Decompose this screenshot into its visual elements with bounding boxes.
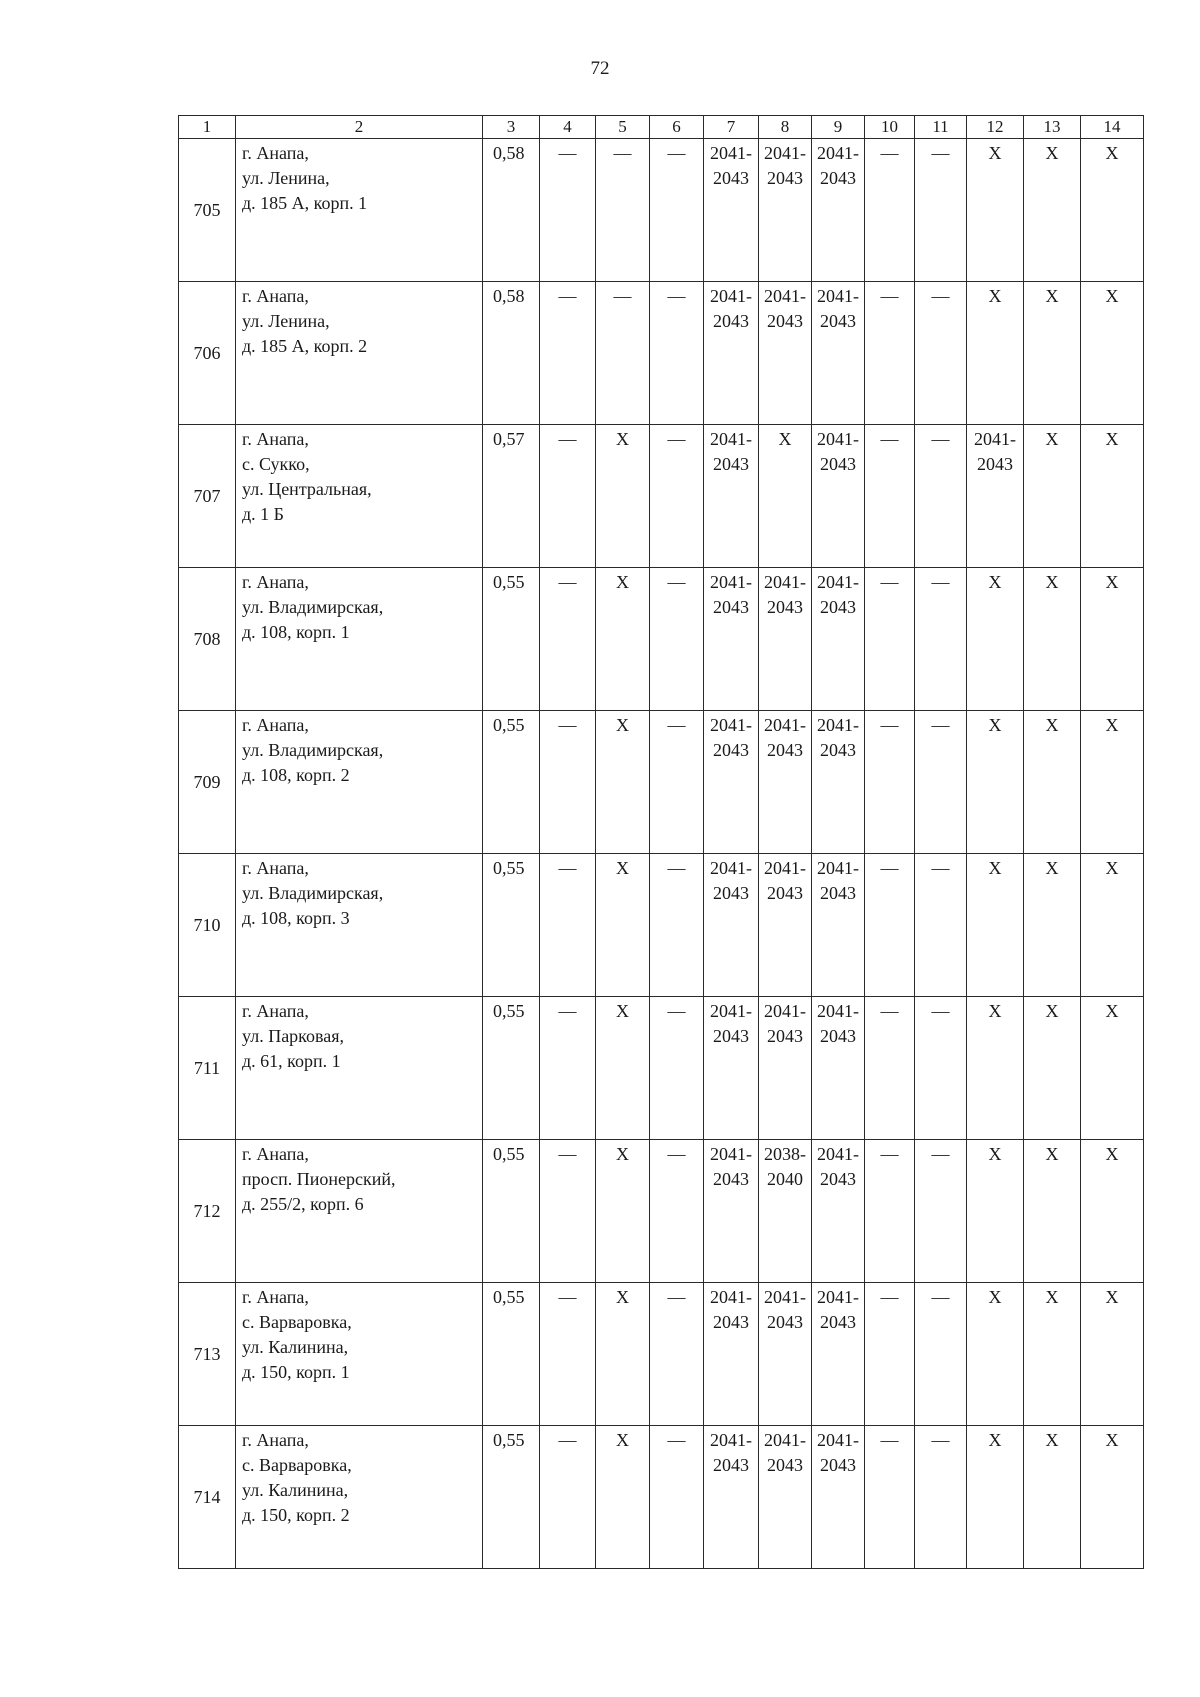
period-line: 2041- bbox=[764, 858, 806, 878]
address-cell bbox=[236, 711, 483, 854]
address-line: с. Варваровка, bbox=[242, 1312, 352, 1332]
page-number: 72 bbox=[590, 58, 610, 79]
value-cell: 0,55 bbox=[483, 997, 540, 1140]
col-header-2: 2 bbox=[236, 116, 483, 139]
cell-c6: — bbox=[650, 1140, 704, 1283]
period-line: 2041- bbox=[817, 1287, 859, 1307]
period-line: 2043 bbox=[767, 311, 803, 331]
period-line: 2041- bbox=[817, 715, 859, 735]
period-line: 2043 bbox=[767, 740, 803, 760]
cell-c10: — bbox=[865, 1426, 915, 1569]
cell-c10: — bbox=[865, 1283, 915, 1426]
col-header-5: 5 bbox=[596, 116, 650, 139]
period-cell-c7 bbox=[704, 1140, 759, 1283]
period-cell-c12 bbox=[967, 997, 1024, 1140]
row-number: 707 bbox=[179, 425, 236, 568]
period-cell-c9 bbox=[812, 1426, 865, 1569]
cell-c11: — bbox=[915, 1140, 967, 1283]
cell-c13: X bbox=[1024, 711, 1081, 854]
address-line: г. Анапа, bbox=[242, 1144, 309, 1164]
period-line: 2043 bbox=[713, 311, 749, 331]
address-cell bbox=[236, 568, 483, 711]
period-line: 2043 bbox=[820, 597, 856, 617]
period-cell-c8 bbox=[759, 425, 812, 568]
period-line: X bbox=[778, 429, 792, 449]
cell-c6: — bbox=[650, 997, 704, 1140]
period-line: X bbox=[988, 1430, 1002, 1450]
period-line: 2041- bbox=[710, 429, 752, 449]
address-line: ул. Центральная, bbox=[242, 479, 372, 499]
period-line: X bbox=[988, 286, 1002, 306]
register-table bbox=[178, 115, 1144, 1569]
cell-c6: — bbox=[650, 282, 704, 425]
period-cell-c8 bbox=[759, 568, 812, 711]
period-cell-c9 bbox=[812, 1283, 865, 1426]
period-line: 2041- bbox=[710, 286, 752, 306]
cell-c10: — bbox=[865, 711, 915, 854]
period-line: 2043 bbox=[713, 454, 749, 474]
cell-c13: X bbox=[1024, 997, 1081, 1140]
period-line: 2041- bbox=[817, 1430, 859, 1450]
address-line: д. 108, корп. 3 bbox=[242, 908, 350, 928]
address-line: д. 150, корп. 1 bbox=[242, 1362, 350, 1382]
period-line: X bbox=[988, 858, 1002, 878]
cell-c11: — bbox=[915, 139, 967, 282]
cell-c14: X bbox=[1081, 568, 1144, 711]
period-line: 2041- bbox=[817, 858, 859, 878]
col-header-9: 9 bbox=[812, 116, 865, 139]
cell-c5: X bbox=[596, 1426, 650, 1569]
period-line: 2041- bbox=[817, 429, 859, 449]
address-line: г. Анапа, bbox=[242, 858, 309, 878]
period-cell-c9 bbox=[812, 425, 865, 568]
period-line: 2043 bbox=[820, 311, 856, 331]
cell-c11: — bbox=[915, 997, 967, 1140]
cell-c14: X bbox=[1081, 1283, 1144, 1426]
address-cell bbox=[236, 139, 483, 282]
period-line: 2043 bbox=[820, 1455, 856, 1475]
address-line: д. 150, корп. 2 bbox=[242, 1505, 350, 1525]
table-row bbox=[179, 568, 1144, 711]
period-line: 2041- bbox=[710, 572, 752, 592]
period-line: 2041- bbox=[764, 1001, 806, 1021]
period-line: 2041- bbox=[710, 1287, 752, 1307]
period-line: 2041- bbox=[764, 572, 806, 592]
table-row bbox=[179, 1140, 1144, 1283]
period-line: 2041- bbox=[764, 1430, 806, 1450]
period-cell-c7 bbox=[704, 425, 759, 568]
cell-c4: — bbox=[540, 568, 596, 711]
period-line: 2043 bbox=[767, 1455, 803, 1475]
period-cell-c7 bbox=[704, 282, 759, 425]
table-row bbox=[179, 1283, 1144, 1426]
period-line: 2041- bbox=[817, 572, 859, 592]
cell-c11: — bbox=[915, 425, 967, 568]
period-cell-c9 bbox=[812, 711, 865, 854]
table-row bbox=[179, 997, 1144, 1140]
cell-c10: — bbox=[865, 997, 915, 1140]
cell-c11: — bbox=[915, 1426, 967, 1569]
address-line: ул. Владимирская, bbox=[242, 740, 384, 760]
period-line: 2041- bbox=[764, 1287, 806, 1307]
period-line: 2043 bbox=[820, 1026, 856, 1046]
cell-c5: X bbox=[596, 1283, 650, 1426]
row-number: 706 bbox=[179, 282, 236, 425]
cell-c13: X bbox=[1024, 282, 1081, 425]
table-row bbox=[179, 711, 1144, 854]
col-header-4: 4 bbox=[540, 116, 596, 139]
period-cell-c9 bbox=[812, 139, 865, 282]
period-cell-c7 bbox=[704, 997, 759, 1140]
period-line: 2041- bbox=[764, 715, 806, 735]
value-cell: 0,58 bbox=[483, 282, 540, 425]
cell-c4: — bbox=[540, 282, 596, 425]
table-row bbox=[179, 1426, 1144, 1569]
value-cell: 0,55 bbox=[483, 854, 540, 997]
cell-c10: — bbox=[865, 139, 915, 282]
address-line: ул. Калинина, bbox=[242, 1337, 349, 1357]
period-line: 2041- bbox=[817, 1144, 859, 1164]
cell-c14: X bbox=[1081, 1140, 1144, 1283]
cell-c5: — bbox=[596, 139, 650, 282]
col-header-12: 12 bbox=[967, 116, 1024, 139]
period-line: 2041- bbox=[710, 715, 752, 735]
address-line: д. 185 А, корп. 1 bbox=[242, 193, 368, 213]
address-cell bbox=[236, 997, 483, 1140]
period-line: 2043 bbox=[713, 1169, 749, 1189]
address-line: ул. Ленина, bbox=[242, 168, 330, 188]
address-line: г. Анапа, bbox=[242, 1001, 309, 1021]
period-line: 2041- bbox=[764, 143, 806, 163]
period-cell-c12 bbox=[967, 711, 1024, 854]
period-cell-c7 bbox=[704, 568, 759, 711]
col-header-1: 1 bbox=[179, 116, 236, 139]
row-number: 714 bbox=[179, 1426, 236, 1569]
period-cell-c8 bbox=[759, 1283, 812, 1426]
col-header-3: 3 bbox=[483, 116, 540, 139]
address-line: г. Анапа, bbox=[242, 1287, 309, 1307]
period-line: X bbox=[988, 572, 1002, 592]
cell-c5: X bbox=[596, 997, 650, 1140]
address-line: г. Анапа, bbox=[242, 143, 309, 163]
period-line: 2043 bbox=[820, 1312, 856, 1332]
value-cell: 0,55 bbox=[483, 711, 540, 854]
cell-c4: — bbox=[540, 1140, 596, 1283]
address-line: г. Анапа, bbox=[242, 286, 309, 306]
period-cell-c12 bbox=[967, 1283, 1024, 1426]
period-line: 2041- bbox=[710, 1144, 752, 1164]
col-header-6: 6 bbox=[650, 116, 704, 139]
period-line: 2043 bbox=[767, 883, 803, 903]
address-line: ул. Владимирская, bbox=[242, 883, 384, 903]
cell-c11: — bbox=[915, 711, 967, 854]
col-header-14: 14 bbox=[1081, 116, 1144, 139]
row-number: 705 bbox=[179, 139, 236, 282]
period-line: 2043 bbox=[820, 740, 856, 760]
value-cell: 0,55 bbox=[483, 568, 540, 711]
address-line: с. Варваровка, bbox=[242, 1455, 352, 1475]
table-body bbox=[179, 139, 1144, 1569]
cell-c11: — bbox=[915, 854, 967, 997]
address-line: г. Анапа, bbox=[242, 1430, 309, 1450]
period-line: 2043 bbox=[713, 1455, 749, 1475]
row-number: 708 bbox=[179, 568, 236, 711]
period-cell-c12 bbox=[967, 854, 1024, 997]
period-cell-c9 bbox=[812, 997, 865, 1140]
address-line: просп. Пионерский, bbox=[242, 1169, 396, 1189]
period-line: 2043 bbox=[820, 883, 856, 903]
period-line: X bbox=[988, 715, 1002, 735]
period-cell-c9 bbox=[812, 854, 865, 997]
cell-c4: — bbox=[540, 139, 596, 282]
cell-c5: X bbox=[596, 711, 650, 854]
cell-c11: — bbox=[915, 1283, 967, 1426]
period-cell-c7 bbox=[704, 711, 759, 854]
table-row bbox=[179, 282, 1144, 425]
period-line: 2038- bbox=[764, 1144, 806, 1164]
period-line: 2041- bbox=[817, 286, 859, 306]
cell-c6: — bbox=[650, 425, 704, 568]
period-line: X bbox=[988, 1144, 1002, 1164]
row-number: 713 bbox=[179, 1283, 236, 1426]
cell-c14: X bbox=[1081, 711, 1144, 854]
address-line: д. 1 Б bbox=[242, 504, 284, 524]
address-line: г. Анапа, bbox=[242, 572, 309, 592]
header-row bbox=[179, 116, 1144, 139]
address-cell bbox=[236, 1140, 483, 1283]
cell-c6: — bbox=[650, 711, 704, 854]
table-row bbox=[179, 425, 1144, 568]
table-row bbox=[179, 854, 1144, 997]
period-line: 2041- bbox=[764, 286, 806, 306]
cell-c4: — bbox=[540, 1426, 596, 1569]
period-cell-c8 bbox=[759, 139, 812, 282]
address-cell bbox=[236, 854, 483, 997]
address-line: ул. Владимирская, bbox=[242, 597, 384, 617]
address-line: д. 108, корп. 2 bbox=[242, 765, 350, 785]
period-line: 2041- bbox=[817, 1001, 859, 1021]
address-line: д. 61, корп. 1 bbox=[242, 1051, 341, 1071]
period-line: 2043 bbox=[713, 883, 749, 903]
period-line: X bbox=[988, 143, 1002, 163]
period-cell-c12 bbox=[967, 1140, 1024, 1283]
cell-c14: X bbox=[1081, 1426, 1144, 1569]
address-line: д. 255/2, корп. 6 bbox=[242, 1194, 364, 1214]
address-line: г. Анапа, bbox=[242, 715, 309, 735]
cell-c4: — bbox=[540, 854, 596, 997]
period-cell-c8 bbox=[759, 711, 812, 854]
col-header-10: 10 bbox=[865, 116, 915, 139]
cell-c11: — bbox=[915, 568, 967, 711]
cell-c14: X bbox=[1081, 282, 1144, 425]
cell-c13: X bbox=[1024, 1426, 1081, 1569]
period-line: 2041- bbox=[817, 143, 859, 163]
value-cell: 0,57 bbox=[483, 425, 540, 568]
period-line: 2043 bbox=[713, 168, 749, 188]
cell-c14: X bbox=[1081, 425, 1144, 568]
cell-c11: — bbox=[915, 282, 967, 425]
address-line: д. 185 А, корп. 2 bbox=[242, 336, 368, 356]
cell-c14: X bbox=[1081, 997, 1144, 1140]
address-cell bbox=[236, 1426, 483, 1569]
col-header-7: 7 bbox=[704, 116, 759, 139]
period-cell-c8 bbox=[759, 282, 812, 425]
period-line: 2043 bbox=[820, 168, 856, 188]
cell-c5: X bbox=[596, 854, 650, 997]
cell-c13: X bbox=[1024, 1283, 1081, 1426]
period-cell-c12 bbox=[967, 282, 1024, 425]
period-line: 2041- bbox=[710, 858, 752, 878]
cell-c4: — bbox=[540, 425, 596, 568]
period-cell-c12 bbox=[967, 568, 1024, 711]
cell-c14: X bbox=[1081, 854, 1144, 997]
period-line: 2043 bbox=[767, 168, 803, 188]
period-cell-c9 bbox=[812, 568, 865, 711]
cell-c4: — bbox=[540, 997, 596, 1140]
address-cell bbox=[236, 425, 483, 568]
period-line: 2043 bbox=[767, 597, 803, 617]
row-number: 712 bbox=[179, 1140, 236, 1283]
value-cell: 0,55 bbox=[483, 1140, 540, 1283]
period-line: X bbox=[988, 1001, 1002, 1021]
row-number: 710 bbox=[179, 854, 236, 997]
cell-c10: — bbox=[865, 854, 915, 997]
cell-c5: X bbox=[596, 568, 650, 711]
cell-c4: — bbox=[540, 711, 596, 854]
row-number: 711 bbox=[179, 997, 236, 1140]
value-cell: 0,58 bbox=[483, 139, 540, 282]
period-cell-c8 bbox=[759, 1426, 812, 1569]
cell-c13: X bbox=[1024, 854, 1081, 997]
col-header-8: 8 bbox=[759, 116, 812, 139]
period-line: 2043 bbox=[820, 454, 856, 474]
period-line: 2043 bbox=[713, 1312, 749, 1332]
cell-c6: — bbox=[650, 139, 704, 282]
period-line: 2041- bbox=[710, 1430, 752, 1450]
period-line: 2043 bbox=[977, 454, 1013, 474]
cell-c5: X bbox=[596, 425, 650, 568]
period-line: 2041- bbox=[710, 1001, 752, 1021]
col-header-11: 11 bbox=[915, 116, 967, 139]
cell-c10: — bbox=[865, 568, 915, 711]
period-line: 2043 bbox=[713, 597, 749, 617]
period-line: X bbox=[988, 1287, 1002, 1307]
period-line: 2041- bbox=[710, 143, 752, 163]
period-cell-c8 bbox=[759, 997, 812, 1140]
cell-c13: X bbox=[1024, 1140, 1081, 1283]
cell-c14: X bbox=[1081, 139, 1144, 282]
cell-c10: — bbox=[865, 1140, 915, 1283]
period-cell-c12 bbox=[967, 1426, 1024, 1569]
cell-c4: — bbox=[540, 1283, 596, 1426]
period-cell-c8 bbox=[759, 1140, 812, 1283]
period-cell-c12 bbox=[967, 139, 1024, 282]
cell-c13: X bbox=[1024, 425, 1081, 568]
address-line: с. Сукко, bbox=[242, 454, 310, 474]
period-line: 2043 bbox=[820, 1169, 856, 1189]
period-cell-c8 bbox=[759, 854, 812, 997]
value-cell: 0,55 bbox=[483, 1283, 540, 1426]
table-header bbox=[179, 116, 1144, 139]
period-line: 2043 bbox=[767, 1312, 803, 1332]
address-line: ул. Ленина, bbox=[242, 311, 330, 331]
cell-c6: — bbox=[650, 854, 704, 997]
address-line: г. Анапа, bbox=[242, 429, 309, 449]
value-cell: 0,55 bbox=[483, 1426, 540, 1569]
period-cell-c9 bbox=[812, 282, 865, 425]
cell-c10: — bbox=[865, 282, 915, 425]
period-cell-c12 bbox=[967, 425, 1024, 568]
cell-c5: X bbox=[596, 1140, 650, 1283]
address-line: ул. Парковая, bbox=[242, 1026, 345, 1046]
cell-c5: — bbox=[596, 282, 650, 425]
period-cell-c7 bbox=[704, 854, 759, 997]
cell-c6: — bbox=[650, 568, 704, 711]
cell-c13: X bbox=[1024, 568, 1081, 711]
cell-c6: — bbox=[650, 1283, 704, 1426]
col-header-13: 13 bbox=[1024, 116, 1081, 139]
address-line: ул. Калинина, bbox=[242, 1480, 349, 1500]
cell-c13: X bbox=[1024, 139, 1081, 282]
cell-c6: — bbox=[650, 1426, 704, 1569]
address-cell bbox=[236, 1283, 483, 1426]
period-cell-c7 bbox=[704, 1426, 759, 1569]
address-line: д. 108, корп. 1 bbox=[242, 622, 350, 642]
row-number: 709 bbox=[179, 711, 236, 854]
period-cell-c7 bbox=[704, 1283, 759, 1426]
period-line: 2043 bbox=[713, 740, 749, 760]
period-cell-c9 bbox=[812, 1140, 865, 1283]
period-cell-c7 bbox=[704, 139, 759, 282]
address-cell bbox=[236, 282, 483, 425]
period-line: 2043 bbox=[767, 1026, 803, 1046]
period-line: 2040 bbox=[767, 1169, 803, 1189]
cell-c10: — bbox=[865, 425, 915, 568]
table-row bbox=[179, 139, 1144, 282]
period-line: 2041- bbox=[974, 429, 1016, 449]
period-line: 2043 bbox=[713, 1026, 749, 1046]
